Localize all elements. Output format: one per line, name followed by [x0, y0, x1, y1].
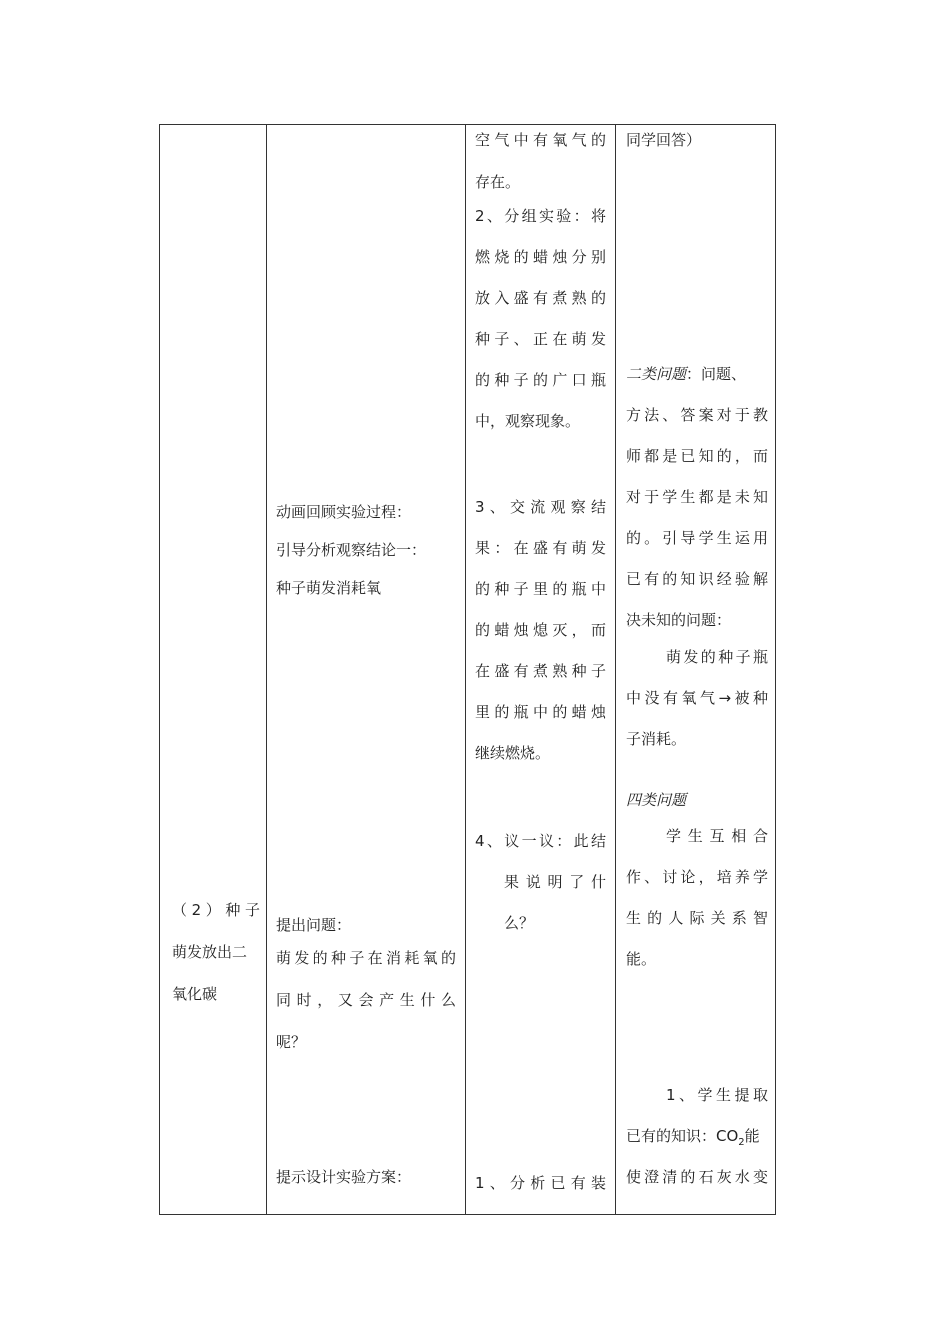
student-line-text: 已有的知识：: [626, 1127, 717, 1145]
col3-step3-3: 的种子里的瓶中: [475, 580, 606, 598]
type2-label: 二类问题: [626, 365, 687, 383]
col3-step4-3: 么？: [504, 914, 535, 932]
col1-line-3: 氧化碳: [172, 985, 218, 1003]
col3-cont-1: 空气中有氧气的: [475, 131, 606, 149]
col3-step2-5: 的种子的广口瓶: [475, 371, 606, 389]
col2-review-3: 种子萌发消耗氧: [276, 579, 382, 597]
col4-example-2: 中没有氧气→被种: [626, 689, 768, 707]
col3-step2-1: 2、分组实验：将: [475, 207, 606, 225]
col2-question-2: 同时，又会产生什么: [276, 991, 456, 1009]
col3-step3-2: 果：在盛有萌发: [475, 539, 606, 557]
col2-question-1: 萌发的种子在消耗氧的: [276, 949, 456, 967]
col3-step3-4: 的蜡烛熄灭，而: [475, 621, 606, 639]
col3-step2-6: 中，观察现象。: [475, 412, 581, 430]
col3-step2-2: 燃烧的蜡烛分别: [475, 248, 606, 266]
col4-type4-2: 作、讨论，培养学: [626, 868, 768, 886]
col3-step3-6: 里的瓶中的蜡烛: [475, 703, 606, 721]
col4-example-3: 子消耗。: [626, 730, 687, 748]
co2-formula: $CO_2$: [716, 1127, 745, 1148]
col2-hint: 提示设计实验方案：: [276, 1168, 412, 1186]
col4-student-3: 使澄清的石灰水变: [626, 1168, 768, 1186]
col1-line-2: 萌发放出二: [172, 943, 248, 961]
col4-type4-1: 学生互相合: [666, 827, 768, 845]
col4-type2-1: 方法、答案对于教: [626, 406, 768, 424]
col2-review-2: 引导分析观察结论一：: [276, 541, 427, 559]
column-divider-1: [266, 125, 267, 1214]
col3-step3-1: 3、交流观察结: [475, 498, 606, 516]
col4-type2-3: 对于学生都是未知: [626, 488, 768, 506]
col1-line-1: （2）种子: [172, 901, 260, 919]
col2-question-label: 提出问题：: [276, 916, 352, 934]
col4-type4-3: 生的人际关系智: [626, 909, 768, 927]
col4-student-1: 1、学生提取: [666, 1086, 768, 1104]
col3-step2-4: 种子、正在萌发: [475, 330, 606, 348]
col4-type2-2: 师都是已知的，而: [626, 447, 768, 465]
column-divider-3: [615, 125, 616, 1214]
col2-review-1: 动画回顾实验过程：: [276, 503, 412, 521]
col4-type2-6: 决未知的问题：: [626, 611, 732, 629]
col4-cont: 同学回答）: [626, 131, 702, 149]
col3-cont-2: 存在。: [475, 173, 521, 191]
col3-step3-5: 在盛有煮熟种子: [475, 662, 606, 680]
column-divider-2: [465, 125, 466, 1214]
col4-type2-head: [626, 364, 746, 384]
col4-type4-4: 能。: [626, 950, 657, 968]
col3-step4-1: 4、议一议：此结: [475, 832, 606, 850]
lesson-plan-table: [159, 124, 776, 1215]
col3-step1b: 1、分析已有装: [475, 1174, 606, 1192]
col4-example-1: 萌发的种子瓶: [666, 648, 768, 666]
col4-student-2: 已有的知识：$CO_2$能: [626, 1127, 760, 1148]
col4-type2-4: 的。引导学生运用: [626, 529, 768, 547]
col3-step3-7: 继续燃烧。: [475, 744, 551, 762]
col2-question-3: 呢？: [276, 1033, 307, 1051]
col4-type4-label: 四类问题: [626, 791, 687, 809]
col3-step4-2: 果说明了什: [504, 873, 606, 891]
col4-type2-5: 已有的知识经验解: [626, 570, 768, 588]
type2-rest: ：问题、: [686, 365, 747, 383]
col3-step2-3: 放入盛有煮熟的: [475, 289, 606, 307]
